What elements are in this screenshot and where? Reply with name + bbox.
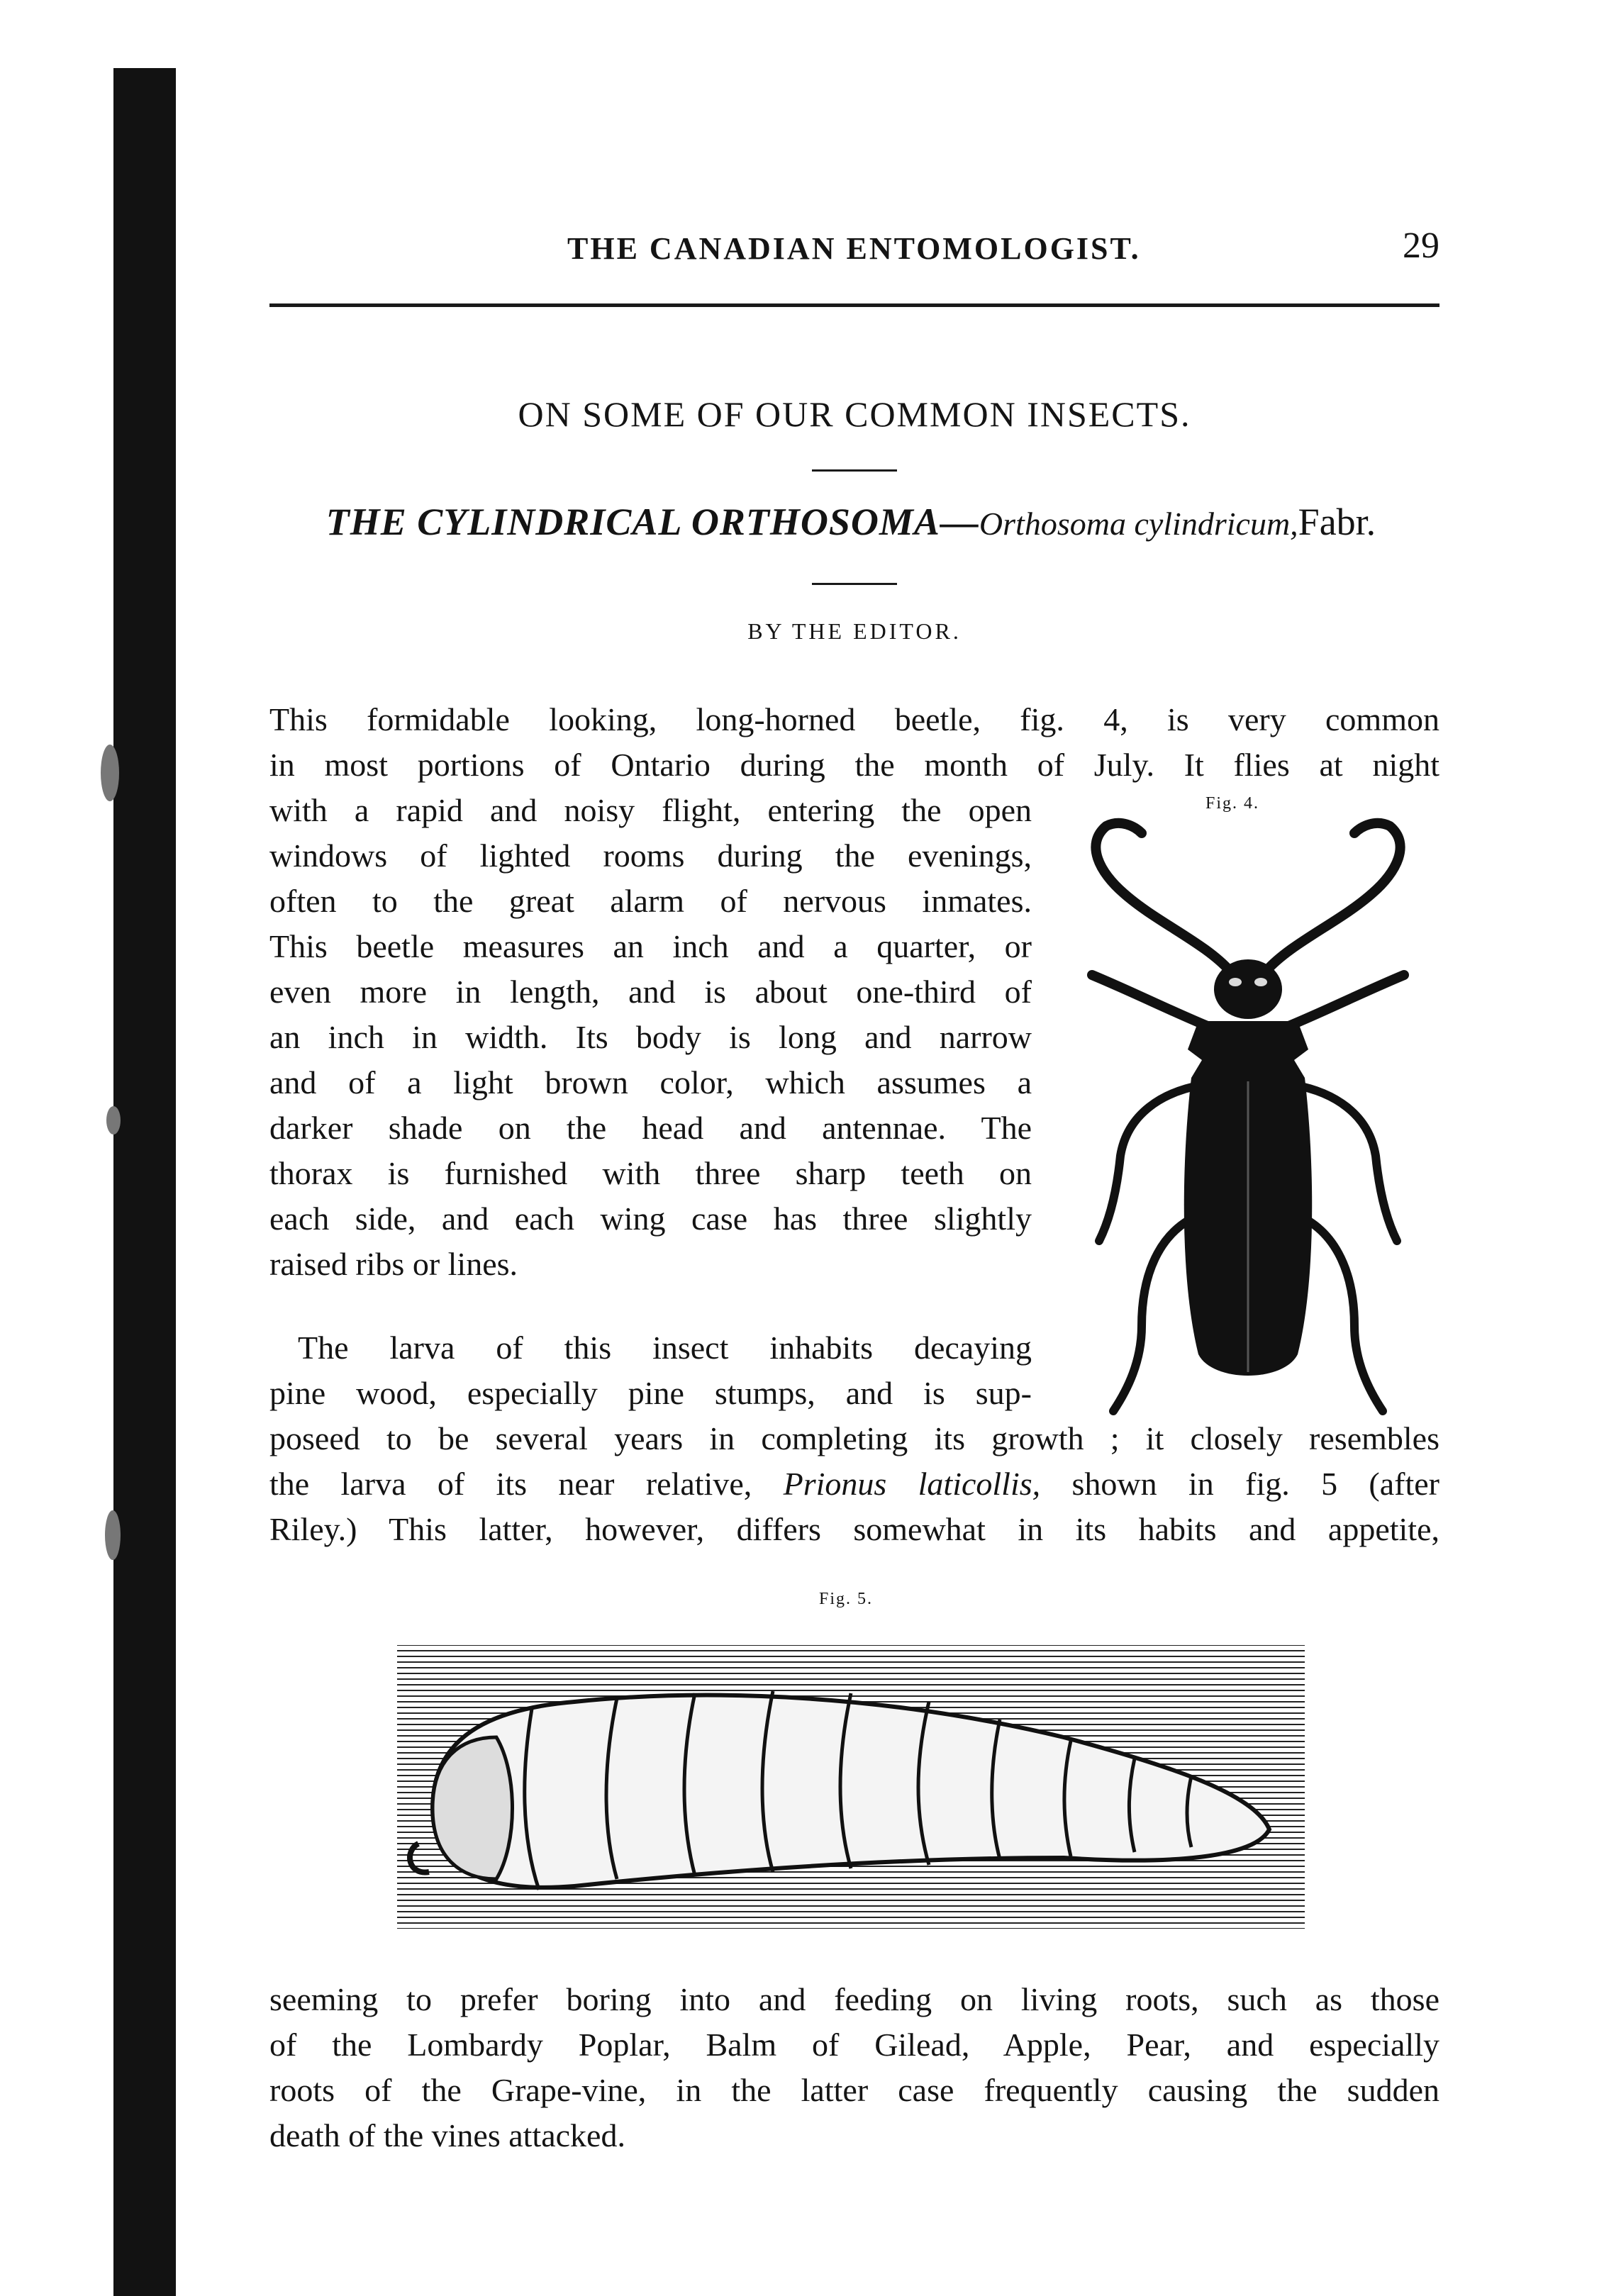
- species-name-italic: Prionus laticollis,: [783, 1466, 1041, 1502]
- text-line: The larva of this insect inhabits decaying: [298, 1330, 1032, 1366]
- spine-speck: [105, 1510, 121, 1560]
- subtitle-species: Orthosoma cylindricum,: [979, 506, 1298, 542]
- text-line: [269, 1461, 1439, 1507]
- text-line: an inch in width. Its body is long and narrow: [269, 1019, 1032, 1055]
- text-segment: shown in fig. 5 (after: [1040, 1466, 1439, 1502]
- text-line: even more in length, and is about one-third of: [269, 974, 1032, 1010]
- text-line: death of the vines attacked.: [269, 2117, 625, 2153]
- text-line: in most portions of Ontario during the month of July. It flies at night: [269, 747, 1439, 783]
- text-line: often to the great alarm of nervous inmates.: [269, 883, 1032, 919]
- text-line: with a rapid and noisy flight, entering the open: [269, 792, 1032, 828]
- text-line: windows of lighted rooms during the evenings,: [269, 837, 1032, 874]
- text-line: seeming to prefer boring into and feeding on living roots, such as those: [269, 1981, 1439, 2017]
- text-line: and of a light brown color, which assumes a: [269, 1064, 1032, 1100]
- subtitle-common-name: THE CYLINDRICAL ORTHOSOMA—: [325, 501, 979, 543]
- text-line: roots of the Grape-vine, in the latter case frequently causing the sudden: [269, 2072, 1439, 2108]
- fig5-larva-illustration: [390, 1631, 1312, 1943]
- text-line: Riley.) This latter, however, differs somewhat in its habits and appetite,: [269, 1511, 1439, 1547]
- header-rule: [269, 303, 1439, 307]
- text-line: raised ribs or lines.: [269, 1246, 518, 1282]
- text-line: each side, and each wing case has three slightly: [269, 1200, 1032, 1237]
- spine-speck: [106, 1106, 121, 1135]
- text-line: poseed to be several years in completing its growth ; it closely resembles: [269, 1420, 1439, 1456]
- book-spine-edge: [113, 68, 176, 2296]
- text-line: pine wood, especially pine stumps, and is sup-: [269, 1375, 1032, 1411]
- fig4-beetle-illustration: [1049, 815, 1447, 1439]
- article-subtitle: [255, 500, 1447, 544]
- article-title: ON SOME OF OUR COMMON INSECTS.: [518, 394, 1191, 434]
- byline: BY THE EDITOR.: [747, 618, 962, 644]
- running-title: THE CANADIAN ENTOMOLOGIST.: [567, 231, 1141, 266]
- text-line: This formidable looking, long-horned beetle, fig. 4, is very common: [269, 701, 1439, 737]
- text-line: of the Lombardy Poplar, Balm of Gilead, Apple, Pear, and especially: [269, 2027, 1439, 2063]
- text-line: darker shade on the head and antennae. The: [269, 1110, 1032, 1146]
- running-header: [269, 216, 1439, 273]
- page-number: 29: [1403, 225, 1439, 266]
- fig5-caption: Fig. 5.: [819, 1590, 874, 1608]
- title-divider: [812, 469, 897, 472]
- text-segment: the larva of its near relative,: [269, 1466, 784, 1502]
- subtitle-divider: [812, 583, 897, 585]
- spine-speck: [101, 745, 119, 801]
- text-line: thorax is furnished with three sharp teeth on: [269, 1155, 1032, 1191]
- text-line: This beetle measures an inch and a quarter, or: [269, 928, 1032, 964]
- fig4-caption: Fig. 4.: [1205, 794, 1260, 813]
- subtitle-authority: Fabr.: [1298, 501, 1376, 543]
